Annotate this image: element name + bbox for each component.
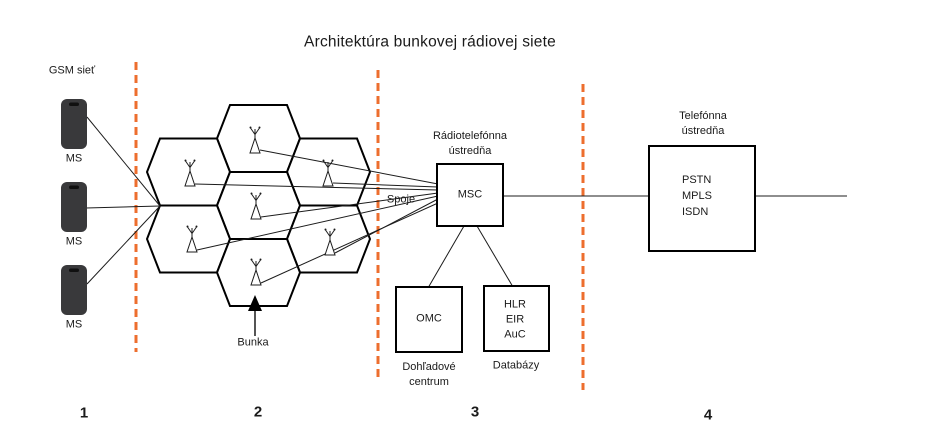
diagram-title: Architektúra bunkovej rádiovej siete xyxy=(304,33,556,51)
mpls-label: MPLS xyxy=(682,190,712,202)
cell-cluster xyxy=(147,105,370,306)
pstn-label: PSTN xyxy=(682,174,712,186)
msc-caption-line1: Rádiotelefónna xyxy=(432,130,508,142)
mobile-phone-icon xyxy=(61,182,87,232)
msc-to-databases-line xyxy=(477,226,513,287)
omc-caption-line2: centrum xyxy=(409,376,449,388)
phone-to-cell-line xyxy=(86,206,160,208)
omc-caption xyxy=(402,360,455,390)
hexagon-cell xyxy=(147,139,230,206)
ms-label: MS xyxy=(65,152,83,165)
gsm-network-label: GSM sieť xyxy=(48,64,96,77)
pstn-caption-line1: Telefónna xyxy=(679,110,727,122)
hexagon-cell xyxy=(217,172,300,239)
msc-caption-line2: ústredňa xyxy=(448,145,492,157)
auc-label: AuC xyxy=(504,328,526,341)
phone-group xyxy=(61,99,87,315)
ms-label: MS xyxy=(65,235,83,248)
ms-label: MS xyxy=(65,318,83,331)
pstn-box-labels xyxy=(682,172,712,220)
mobile-phone-icon xyxy=(61,265,87,315)
msc-to-omc-line xyxy=(428,226,464,288)
hexagon-cell xyxy=(217,239,300,306)
eir-label: EIR xyxy=(505,313,525,326)
hlr-label: HLR xyxy=(503,298,527,311)
zone-number-3: 3 xyxy=(470,403,480,421)
phone-to-cell-line xyxy=(87,117,160,206)
zone-number-2: 2 xyxy=(253,403,263,421)
pstn-caption-line2: ústredňa xyxy=(681,125,725,137)
zone-number-1: 1 xyxy=(79,404,89,422)
databases-box-labels xyxy=(504,298,526,343)
msc-label: MSC xyxy=(457,188,483,201)
isdn-label: ISDN xyxy=(682,206,709,218)
spoje-label: Spoje xyxy=(386,193,416,206)
zone-number-4: 4 xyxy=(703,406,713,424)
databases-caption: Databázy xyxy=(492,359,540,372)
hexagon-cell xyxy=(217,105,300,172)
bunka-label: Bunka xyxy=(237,336,269,349)
hexagon-cell xyxy=(147,206,230,273)
msc-caption xyxy=(433,129,507,159)
pstn-caption xyxy=(679,109,727,139)
omc-caption-line1: Dohľadové xyxy=(402,361,456,373)
mobile-phone-icon xyxy=(61,99,87,149)
omc-label: OMC xyxy=(416,312,442,325)
